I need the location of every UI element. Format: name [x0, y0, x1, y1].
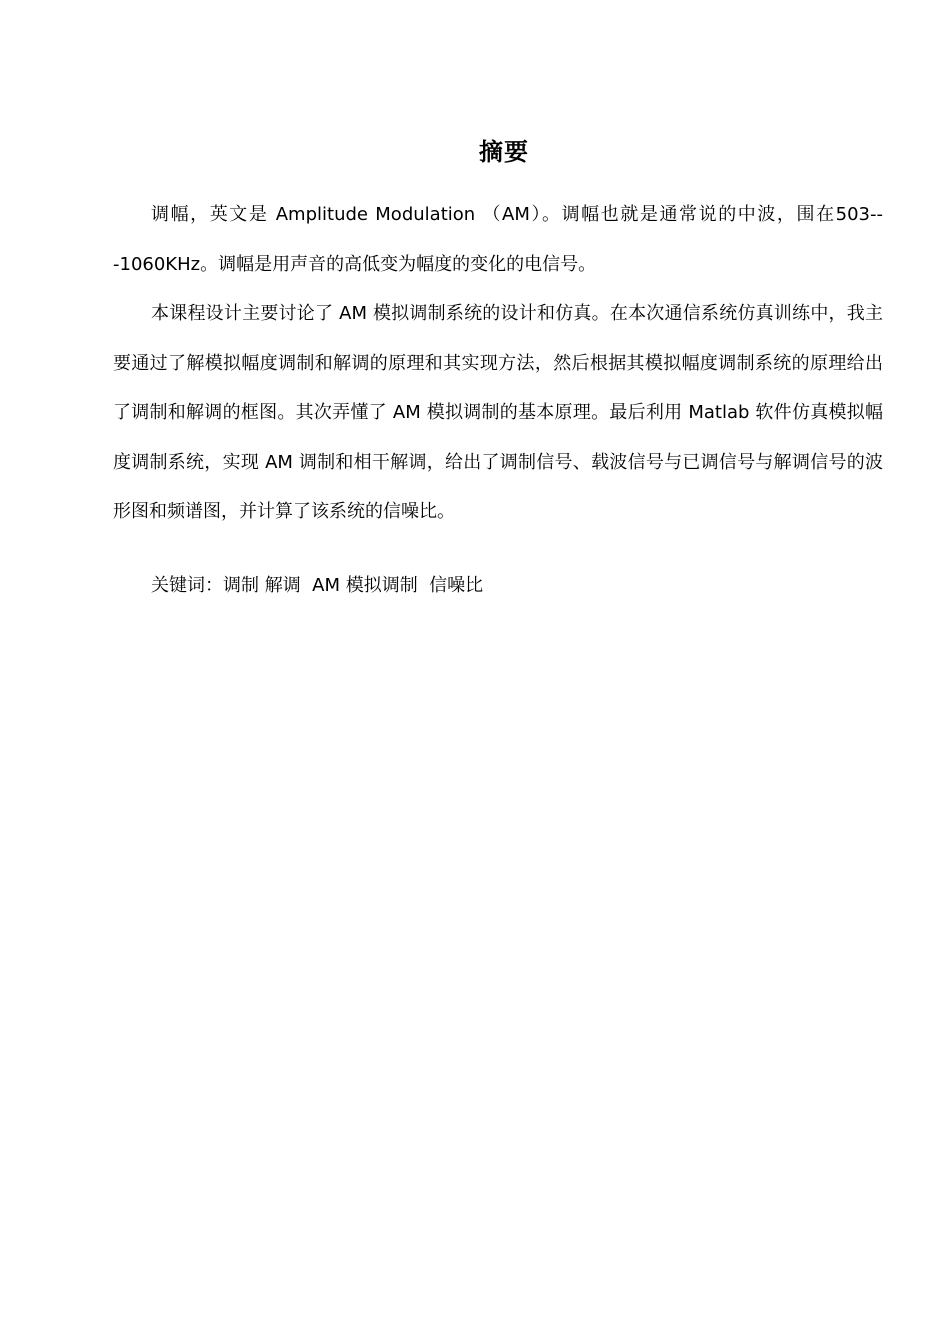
keywords-line: 关键词：调制 解调 AM 模拟调制 信噪比 [151, 575, 484, 596]
abstract-paragraph-2: 本课程设计主要讨论了 AM 模拟调制系统的设计和仿真。在本次通信系统仿真训练中，我主要通过了解模拟幅度调制和解调的原理和其实现方法，然后根据其模拟幅度调制系统的原理给出了调制和解调的框图。其次弄懂了 AM 模拟调制的基本原理。最后利用 Matlab 软件仿真模拟幅度调制系统，实现 AM 调制和相干解调，给出了调制信号、载波信号与已调信号与解调信号的波形图和频谱图，并计算了该系统的信噪比。 [113, 303, 883, 522]
abstract-paragraph-1: 调幅，英文是 Amplitude Modulation （AM）。调幅也就是通常说的中波，围在503---1060KHz。调幅是用声音的高低变为幅度的变化的电信号。 [113, 204, 883, 275]
abstract-body [113, 190, 883, 537]
abstract-title: 摘要 [479, 138, 529, 166]
